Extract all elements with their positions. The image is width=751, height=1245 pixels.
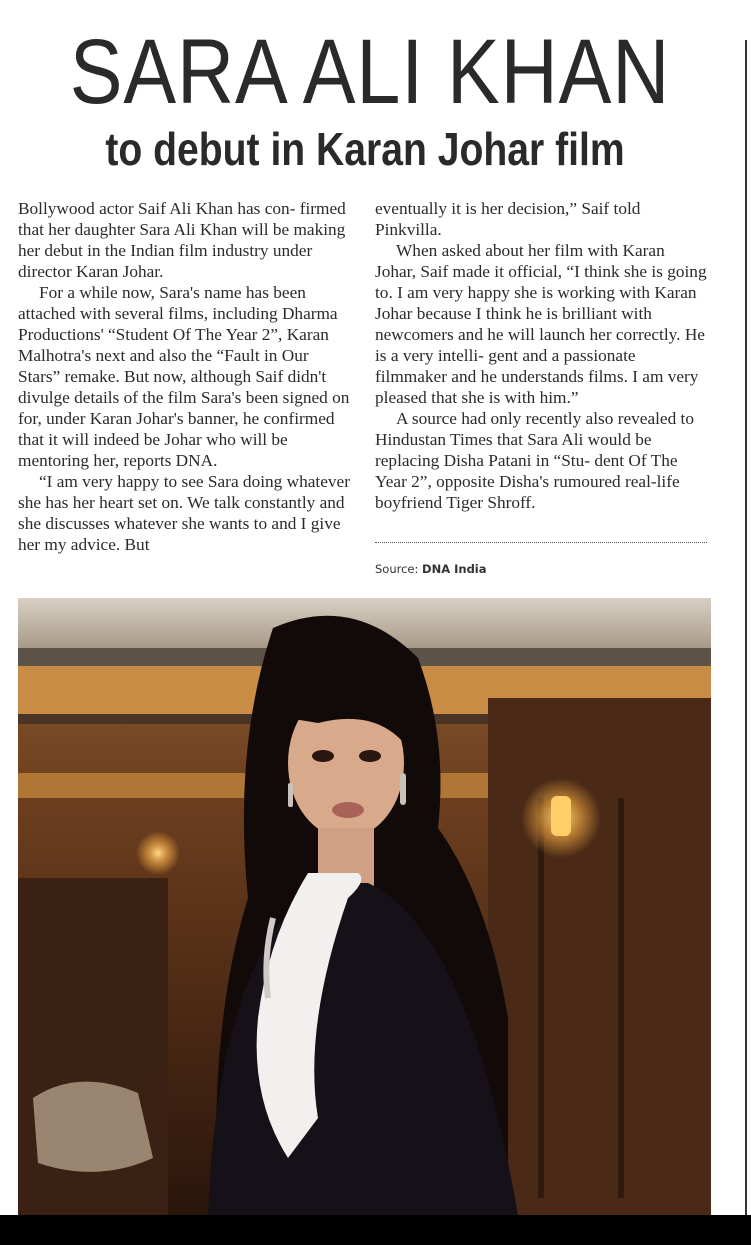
paragraph: eventually it is her decision,” Saif told Pinkvilla. [375, 199, 641, 239]
photo-illustration [18, 598, 711, 1215]
column-rule [745, 40, 747, 1215]
headline: SARA ALI KHAN [69, 21, 671, 123]
paragraph: Bollywood actor Saif Ali Khan has con- firmed that her daughter Sara Ali Khan will be making her debut in the Indian film industry under director Karan Johar. [18, 199, 346, 281]
article-column-left [18, 198, 352, 555]
source-label: Source: [375, 562, 419, 576]
article-photo [18, 598, 711, 1215]
subheadline: to debut in Karan Johar film [105, 123, 625, 175]
source-name: DNA India [422, 562, 487, 576]
source-credit [375, 562, 487, 576]
paragraph: When asked about her film with Karan Johar, Saif made it official, “I think she is going to. I am very happy she is working with Karan Johar because I think he is brilliant with newcomers and he will launch her correctly. He is a very intelli- gent and a passionate filmmaker and he understands films. I am very pleased that she is with him.” [375, 241, 707, 407]
paragraph: For a while now, Sara's name has been attached with several films, including Dharma Productions' “Student Of The Year 2”, Karan Malhotra's next and also the “Fault in Our Stars” remake. But now, although Saif didn't divulge details of the film Sara's been signed on for, under Karan Johar's banner, he confirmed that it will indeed be Johar who will be mentoring her, reports DNA. [18, 283, 350, 470]
dotted-divider [375, 542, 707, 543]
paragraph: A source had only recently also revealed to Hindustan Times that Sara Ali would be replacing Disha Patani in “Stu- dent Of The Year 2”, opposite Disha's rumoured real-life boyfriend Tiger Shroff. [375, 409, 694, 512]
bottom-bar [0, 1215, 751, 1245]
article-column-right [375, 198, 707, 513]
paragraph: “I am very happy to see Sara doing whatever she has her heart set on. We talk constantly and she discusses whatever she wants to and I give her my advice. But [18, 472, 350, 554]
